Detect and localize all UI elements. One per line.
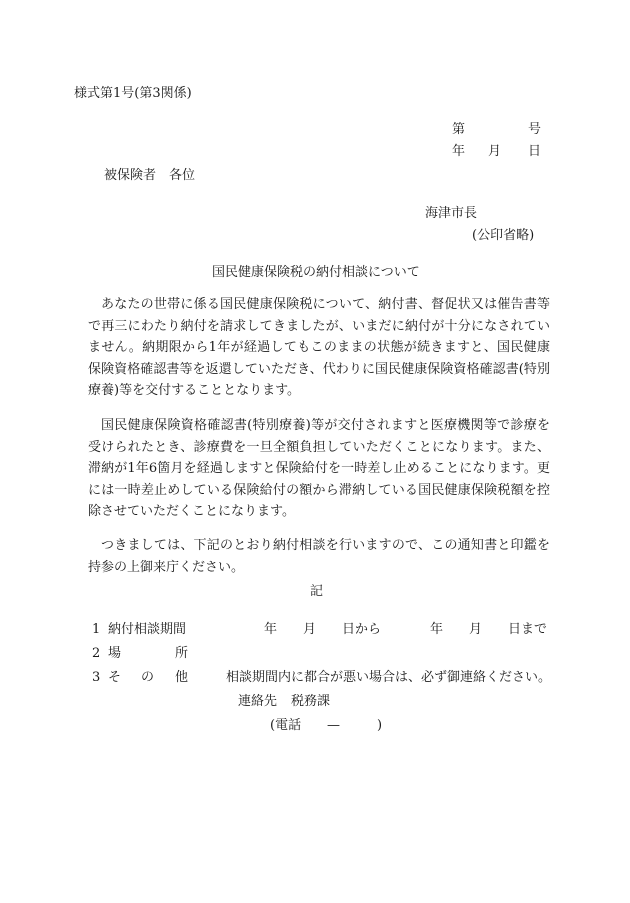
paragraph-3: つきましては、下記のとおり納付相談を行いますので、この通知書と印鑑を持参の上御来庁ください。 — [88, 538, 550, 575]
paragraph-1: あなたの世帯に係る国民健康保険税について、納付書、督促状又は催告書等で再三にわたり納付を請求してきましたが、いまだに納付が十分になされていません。納期限から1年が経過してもこのままの状態が続きますと、国民健康保険資格確認書等を返還していただき、代わりに国民健康保険資格確認書(特別療養)等を交付することとなります。 — [88, 297, 550, 399]
item-label: 納付相談期間 — [108, 622, 187, 637]
contact-label: 連絡先 — [238, 694, 278, 709]
item-text: 相談期間内に都合が悪い場合は、必ず御連絡ください。 — [226, 670, 552, 685]
phone-close: ) — [377, 718, 383, 733]
paragraph-2: 国民健康保険資格確認書(特別療養)等が交付されますと医療機関等で診療を受けられたとき、診療費を一旦全額負担していただくことになります。また、滞納が1年6箇月を経過しますと保険給付を一時差し止めることになります。更には一時差止めしている保険給付の額から滞納している国民健康保険税額を控除させていただくことになります。 — [88, 418, 550, 520]
date-day: 日 — [528, 144, 542, 159]
phone-open: (電話 — [270, 718, 302, 733]
item-label-part: の — [141, 670, 155, 685]
period-until: 日まで — [508, 622, 548, 637]
contact-dept: 税務課 — [291, 694, 331, 709]
period-from: 日から — [342, 622, 382, 637]
item-label-part: 所 — [175, 646, 189, 661]
date-month: 月 — [488, 144, 502, 159]
period-year-1: 年 — [264, 622, 278, 637]
period-month-2: 月 — [469, 622, 483, 637]
document-title: 国民健康保険税の納付相談について — [212, 265, 420, 280]
number-dai: 第 — [452, 122, 466, 137]
issuer: 海津市長 — [425, 206, 478, 221]
item-label-part: 他 — [175, 670, 189, 685]
item-number: 3 — [92, 670, 101, 685]
item-label-part: そ — [108, 670, 122, 685]
date-year: 年 — [452, 144, 466, 159]
period-year-2: 年 — [430, 622, 444, 637]
seal-note: (公印省略) — [472, 228, 535, 243]
item-number: 1 — [92, 622, 101, 637]
ki-mark: 記 — [310, 584, 324, 599]
addressee: 被保険者 各位 — [104, 168, 196, 183]
item-label-part: 場 — [108, 646, 122, 661]
item-number: 2 — [92, 646, 101, 661]
phone-dash: — — [327, 718, 340, 733]
period-month-1: 月 — [303, 622, 317, 637]
form-label: 様式第1号(第3関係) — [74, 86, 192, 101]
number-go: 号 — [528, 122, 542, 137]
